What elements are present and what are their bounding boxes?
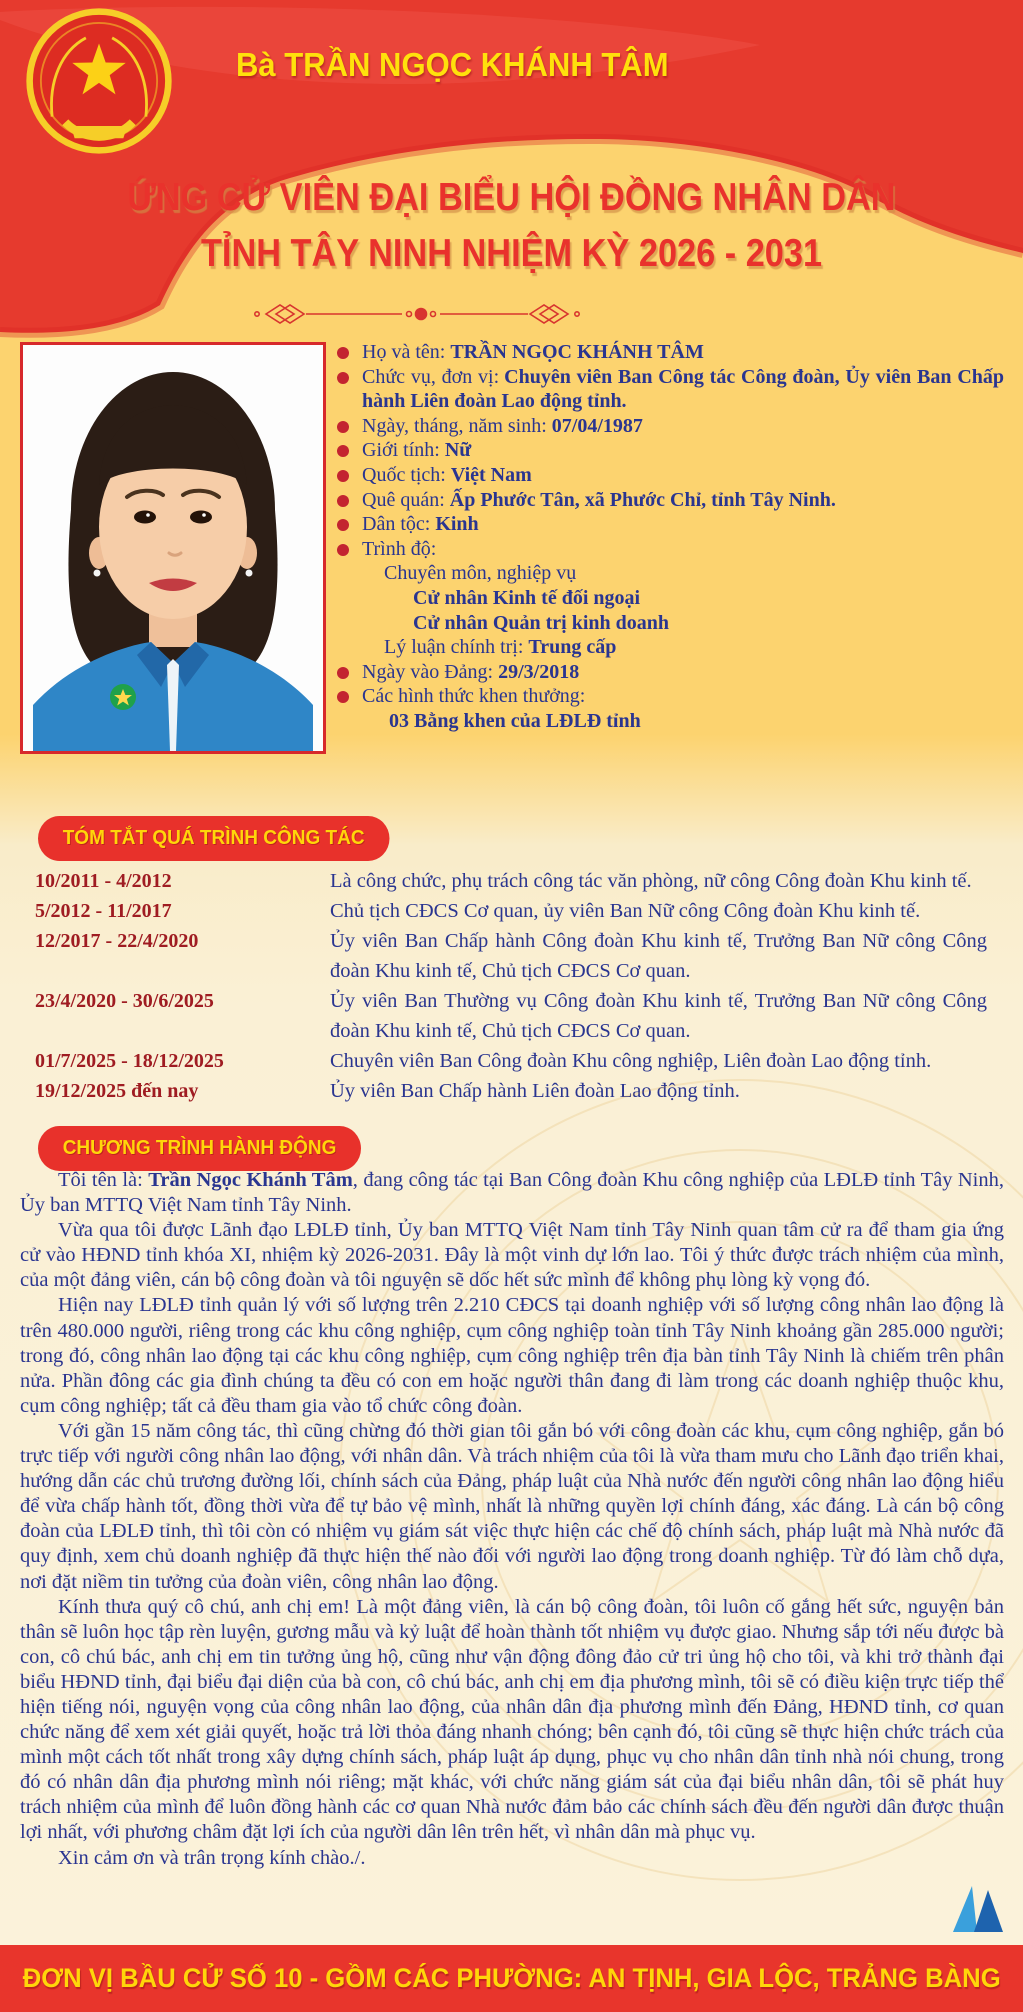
program-paragraph: Kính thưa quý cô chú, anh chị em! Là một đảng viên, là cán bộ công đoàn, tôi luôn cố gắng hết sức, nguyện bản thân sẽ luôn học tập rèn luyện, gương mẫu và kỷ luật để hoàn thành tốt nhiệm vụ được giao. Nhưng sắp tới nếu được bà con, cô chú bác, anh chị em tin tưởng ủng hộ, cũng như vận động đông đảo cử tri ủng hộ cho tôi, và khi trở thành đại biểu HĐND tỉnh, đại biểu đại diện của bà con, cô chú bác, anh chị em địa phương mình, tôi sẽ có điều kiện trực tiếp thể hiện tiếng nói, nguyện vọng của công nhân lao động, của nhân dân địa phương mình đến Đảng, HĐND tỉnh, cơ quan chức năng để xem xét giải quyết, hoặc trả lời thỏa đáng nhanh chóng; bên cạnh đó, tôi cũng sẽ thực hiện chức trách của mình một cách tốt nhất trong xây dựng chính sách, pháp luật áp dụng, phục vụ cho nhân dân tỉnh nhà nói chung, trong đó có nhân dân địa phương mình nói riêng; mặt khác, với chức năng giám sát của đại biểu nhân dân, tôi sẽ phát huy trách nhiệm của mình để luôn đồng hành các cơ quan Nhà nước đảm bảo các chính sách đều đến người dân được thuận lợi nhất, với phương châm đặt lợi ích của người dân lên trên hết, vì nhân dân mà phục vụ. (20, 1595, 1004, 1844)
profile-item (332, 611, 1004, 636)
career-period: 10/2011 - 4/2012 (35, 870, 172, 892)
profile-item (332, 709, 1004, 734)
bullet-icon (337, 667, 349, 679)
career-row (35, 986, 987, 1046)
career-period: 19/12/2025 đến nay (35, 1080, 199, 1102)
portrait-illustration (23, 345, 323, 751)
profile-item (332, 414, 1004, 439)
career-timeline (35, 866, 987, 1106)
bullet-icon (337, 445, 349, 457)
career-row (35, 926, 987, 986)
bullet-icon (337, 347, 349, 359)
profile-label: Họ và tên: (362, 341, 446, 363)
profile-value: 29/3/2018 (498, 660, 580, 683)
career-row (35, 1076, 987, 1106)
career-row (35, 866, 987, 896)
bullet-icon (337, 470, 349, 482)
profile-item (332, 463, 1004, 488)
profile-label: Chức vụ, đơn vị: (362, 365, 500, 388)
program-section-heading: CHƯƠNG TRÌNH HÀNH ĐỘNG (38, 1126, 361, 1171)
poster-title (0, 170, 1023, 282)
career-period: 5/2012 - 11/2017 (35, 900, 172, 922)
candidate-name: Bà TRẦN NGỌC KHÁNH TÂM (236, 46, 669, 83)
program-paragraph: Với gần 15 năm công tác, thì cũng chừng đó thời gian tôi gắn bó với công đoàn các khu, cụm công nghiệp, gắn bó trực tiếp với người công nhân lao động, với nhân dân. Và trách nhiệm của tôi là vừa tham mưu cho Lãnh đạo triển khai, hướng dẫn các chủ trương đường lối, chính sách của Đảng, pháp luật của Nhà nước đến người công nhân lao động hiểu để vừa chấp hành tốt, đồng thời vừa để tự bảo vệ mình, nhất là những quyền lợi chính đáng, xác đáng. Là cán bộ công đoàn của LĐLĐ tỉnh, thì tôi còn có nhiệm vụ giám sát việc thực hiện các chế độ chính sách, pháp luật mà Nhà nước đã quy định, xem chủ doanh nghiệp đã thực hiện thế nào đối với người lao động trong doanh nghiệp. Từ đó làm chỗ dựa, nơi đặt niềm tin tưởng của đoàn viên, công nhân lao động. (20, 1419, 1004, 1593)
bullet-icon (337, 691, 349, 703)
profile-item (332, 488, 1004, 513)
profile-label: Ngày vào Đảng: (362, 660, 494, 683)
career-period: 12/2017 - 22/4/2020 (35, 930, 199, 952)
program-paragraph: Xin cảm ơn và trân trọng kính chào./. (58, 1846, 366, 1869)
profile-item (332, 561, 1004, 586)
profile-label: Trình độ: (362, 537, 437, 560)
profile-label: Quốc tịch: (362, 463, 446, 486)
profile-item (332, 635, 1004, 660)
career-detail: Là công chức, phụ trách công tác văn phòng, nữ công Công đoàn Khu kinh tế. (330, 870, 972, 892)
career-period: 23/4/2020 - 30/6/2025 (35, 990, 214, 1012)
profile-item (332, 684, 1004, 709)
bullet-icon (337, 519, 349, 531)
profile-item (332, 512, 1004, 537)
bullet-icon (337, 495, 349, 507)
career-detail: Ủy viên Ban Thường vụ Công đoàn Khu kinh tế, Trưởng Ban Nữ công Công đoàn Khu kinh tế, Chủ tịch CĐCS Cơ quan. (330, 990, 987, 1042)
career-detail: Chủ tịch CĐCS Cơ quan, ủy viên Ban Nữ công Công đoàn Khu kinh tế. (330, 900, 921, 922)
program-paragraph: Vừa qua tôi được Lãnh đạo LĐLĐ tỉnh, Ủy ban MTTQ Việt Nam tỉnh Tây Ninh quan tâm cử ra để tham gia ứng cử vào HĐND tỉnh khóa XI, nhiệm kỳ 2026-2031. Đây là một vinh dự lớn lao. Tôi ý thức được trách nhiệm của mình, của một đảng viên, cán bộ công đoàn và tôi nguyện sẽ dốc hết sức mình để không phụ lòng kỳ vọng đó. (20, 1219, 1004, 1292)
profile-value: Việt Nam (450, 463, 532, 486)
career-detail: Ủy viên Ban Chấp hành Công đoàn Khu kinh tế, Trưởng Ban Nữ công Công đoàn Khu kinh tế, Chủ tịch CĐCS Cơ quan. (330, 930, 987, 982)
candidate-photo (20, 342, 326, 754)
bullet-icon (337, 544, 349, 556)
poster-title-line1: ỨNG CỬ VIÊN ĐẠI BIỂU HỘI ĐỒNG NHÂN DÂN (127, 176, 896, 219)
profile-value: Ấp Phước Tân, xã Phước Chỉ, tỉnh Tây Ninh. (449, 488, 836, 511)
career-period: 01/7/2025 - 18/12/2025 (35, 1050, 224, 1072)
profile-label: Dân tộc: (362, 513, 431, 536)
profile-label: Giới tính: (362, 439, 440, 462)
profile-value: Cử nhân Quản trị kinh doanh (413, 611, 670, 634)
footer-bar (0, 1945, 1023, 2012)
profile-item (332, 438, 1004, 463)
career-section-heading: TÓM TẮT QUÁ TRÌNH CÔNG TÁC (38, 816, 389, 861)
electoral-unit-text: ĐƠN VỊ BẦU CỬ SỐ 10 - GỒM CÁC PHƯỜNG: AN TỊNH, GIA LỘC, TRẢNG BÀNG (22, 1963, 1001, 1993)
profile-item (332, 660, 1004, 685)
profile-value: 07/04/1987 (551, 414, 643, 437)
profile-label: Chuyên môn, nghiệp vụ (384, 562, 577, 585)
profile-info-list (332, 340, 1004, 734)
career-row (35, 1046, 987, 1076)
poster-title-line2: TỈNH TÂY NINH NHIỆM KỲ 2026 - 2031 (200, 232, 823, 275)
profile-item (332, 365, 1004, 414)
profile-item (332, 340, 1004, 365)
program-paragraph: Hiện nay LĐLĐ tỉnh quản lý với số lượng trên 2.210 CĐCS tại doanh nghiệp với số lượng công nhân lao động là trên 480.000 người, riêng trong các khu công nghiệp, cụm công nghiệp toàn tỉnh Tây Ninh khoảng gần 285.000 người; trong đó, công nhân lao động tại các khu công nghiệp, cụm công nghiệp trên địa bàn tỉnh Tây Ninh là chiếm trên phân nửa. Phần đông các gia đình chúng ta đều có con em hoặc người thân đang đi làm trong các doanh nghiệp thuộc khu, cụm công nghiệp; tất cả đều tham gia vào tổ chức công đoàn. (20, 1294, 1004, 1417)
program-paragraphs (20, 1168, 1004, 1871)
profile-item (332, 586, 1004, 611)
vietnam-national-emblem (24, 6, 174, 156)
profile-value: Kinh (435, 513, 479, 536)
profile-value: Nữ (444, 439, 472, 462)
career-row (35, 896, 987, 926)
bullet-icon (337, 372, 349, 384)
profile-label: Các hình thức khen thưởng: (362, 685, 586, 708)
profile-value: Trung cấp (528, 636, 617, 659)
profile-label: Ngày, tháng, năm sinh: (362, 414, 547, 437)
profile-value: 03 Bằng khen của LĐLĐ tỉnh (389, 709, 641, 732)
career-detail: Chuyên viên Ban Công đoàn Khu công nghiệp, Liên đoàn Lao động tỉnh. (330, 1050, 932, 1072)
tn-logo-icon (950, 1878, 1006, 1936)
program-paragraph: Tôi tên là: Trần Ngọc Khánh Tâm, đang công tác tại Ban Công đoàn Khu công nghiệp của LĐLĐ tỉnh Tây Ninh, Ủy ban MTTQ Việt Nam tỉnh Tây Ninh. (20, 1169, 1004, 1217)
profile-label: Quê quán: (362, 488, 445, 511)
profile-label: Lý luận chính trị: (384, 636, 524, 659)
career-detail: Ủy viên Ban Chấp hành Liên đoàn Lao động tỉnh. (330, 1080, 740, 1102)
profile-value: TRẦN NGỌC KHÁNH TÂM (450, 341, 704, 363)
profile-value: Chuyên viên Ban Công tác Công đoàn, Ủy viên Ban Chấp hành Liên đoàn Lao động tỉnh. (362, 365, 1005, 413)
profile-item (332, 537, 1004, 562)
bullet-icon (337, 421, 349, 433)
profile-value: Cử nhân Kinh tế đối ngoại (413, 586, 641, 609)
divider-ornament-icon (252, 301, 582, 327)
